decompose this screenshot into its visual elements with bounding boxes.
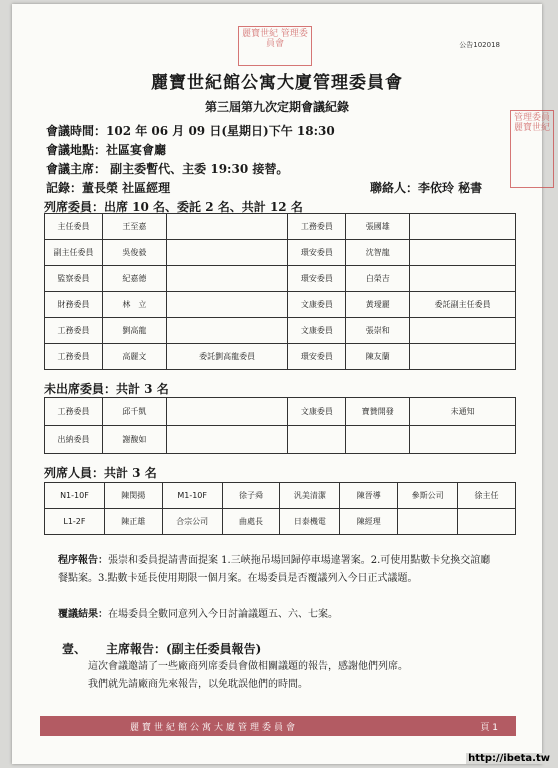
table-cell: 高麗文 [102,344,166,370]
table-cell: 未通知 [410,398,516,426]
table-row [45,426,516,454]
table-row [45,292,516,318]
table-cell: 沈智龍 [346,240,410,266]
table-cell [166,318,288,344]
page-number: 頁 1 [480,723,498,733]
table-cell [410,318,516,344]
watermark-url: http://ibeta.tw [468,753,550,764]
absent-members-table [44,397,516,454]
table-cell: 寶贊開發 [346,398,410,426]
table-cell: 合宗公司 [162,509,222,535]
document-page [12,4,550,764]
section-text-2: 我們就先請廠商先來報告，以免耽誤他們的時間。 [88,679,308,690]
table-cell [346,426,410,454]
present-members-table [44,213,516,370]
table-cell: 文康委員 [288,292,346,318]
meeting-place: 會議地點：社區宴會廳 [46,143,167,157]
table-row [45,509,516,535]
table-cell: 黃璦麗 [346,292,410,318]
table-cell: 監察委員 [45,266,103,292]
table-cell: 日泰機電 [280,509,340,535]
footer-bar [40,716,516,736]
table-row [45,318,516,344]
table-cell [410,426,516,454]
procedure-text: 張崇和委員提請書面提案 1.三峽拖吊場回歸停車場違署案。2.可使用點數卡兌換交誼廳餐點案。3.點數卡延長使用期限一個月案。在場委員是否覆議列入今日正式議題。 [58,555,491,584]
procedure-report [58,552,498,588]
meeting-chair: 會議主席： 副主委暫代、主委 19:30 接替。 [46,162,289,176]
committee-seal-stamp: 麗寶世紀 管理委員會 [238,26,312,66]
table-cell: 文康委員 [288,398,346,426]
table-cell: 主任委員 [45,214,103,240]
table-cell [166,266,288,292]
section-heading: 主席報告：(副主任委員報告) [106,642,262,656]
table-cell [288,426,346,454]
table-cell: 文康委員 [288,318,346,344]
table-row [45,398,516,426]
table-cell: N1-10F [45,483,105,509]
table-cell [166,214,288,240]
table-cell: 陳晉導 [340,483,398,509]
table-cell [458,509,516,535]
review-result [58,606,338,624]
page-subtitle: 第三屆第九次定期會議紀錄 [204,100,349,114]
table-cell: 吳俊毅 [102,240,166,266]
table-cell: 林 立 [102,292,166,318]
section-text-1: 這次會議邀請了一些廠商列席委員會做相關議題的報告，感謝他們列席。 [88,661,408,672]
present-heading: 列席委員：出席 10 名、委託 2 名、共計 12 名 [44,200,303,214]
table-row [45,483,516,509]
review-result-label: 覆議結果： [58,609,108,620]
table-cell: 張國雄 [346,214,410,240]
absent-heading: 未出席委員：共計 3 名 [44,382,169,396]
table-cell: 劉高龍 [102,318,166,344]
table-cell: 委託劉高龍委員 [166,344,288,370]
table-cell: 徐子舜 [222,483,280,509]
table-cell: 陳正雄 [104,509,162,535]
table-cell: 工務委員 [45,344,103,370]
document-number: 公告102018 [459,41,500,49]
table-row [45,240,516,266]
table-cell: 環安委員 [288,240,346,266]
table-cell: 陳友蘭 [346,344,410,370]
table-cell [166,292,288,318]
table-cell: 王至嘉 [102,214,166,240]
table-cell: 環安委員 [288,266,346,292]
footer-text: 麗寶世紀館公寓大廈管理委員會 [130,723,299,733]
committee-side-seal-stamp: 管理委員 麗寶世紀 [510,110,554,188]
table-cell: 陳經理 [340,509,398,535]
table-cell: L1-2F [45,509,105,535]
table-cell: 邱千凱 [102,398,166,426]
attendees-table [44,482,516,535]
table-cell: 工務委員 [288,214,346,240]
table-cell [410,214,516,240]
meeting-recorder: 記錄：董長榮 社區經理 [46,181,171,195]
table-cell [410,240,516,266]
table-cell [398,509,458,535]
table-cell: 汎美清潔 [280,483,340,509]
table-cell [410,344,516,370]
table-row [45,214,516,240]
table-cell: 財務委員 [45,292,103,318]
table-cell: 出納委員 [45,426,103,454]
table-cell [410,266,516,292]
table-cell: 謝馥如 [102,426,166,454]
table-cell: 參斯公司 [398,483,458,509]
procedure-label: 程序報告： [58,555,108,566]
table-row [45,266,516,292]
table-cell [166,426,288,454]
table-cell [166,240,288,266]
table-cell [166,398,288,426]
table-cell: 工務委員 [45,318,103,344]
table-cell: 委託副主任委員 [410,292,516,318]
page-title: 麗寶世紀館公寓大廈管理委員會 [151,73,403,93]
table-cell: 工務委員 [45,398,103,426]
meeting-contact: 聯絡人：李依玲 秘書 [370,181,483,195]
table-cell: 徐主任 [458,483,516,509]
attendees-heading: 列席人員：共計 3 名 [44,466,157,480]
table-cell: 曲處長 [222,509,280,535]
table-cell: 環安委員 [288,344,346,370]
table-cell: 白榮吉 [346,266,410,292]
table-cell: 陳閔揚 [104,483,162,509]
review-result-text: 在場委員全數同意列入今日討論議題五、六、七案。 [108,609,338,620]
table-cell: 副主任委員 [45,240,103,266]
table-cell: 張崇和 [346,318,410,344]
table-cell: M1-10F [162,483,222,509]
table-cell: 紀嘉德 [102,266,166,292]
table-row [45,344,516,370]
meeting-time: 會議時間：102 年 06 月 09 日(星期日)下午 18:30 [46,124,335,138]
section-number: 壹、 [62,642,87,656]
